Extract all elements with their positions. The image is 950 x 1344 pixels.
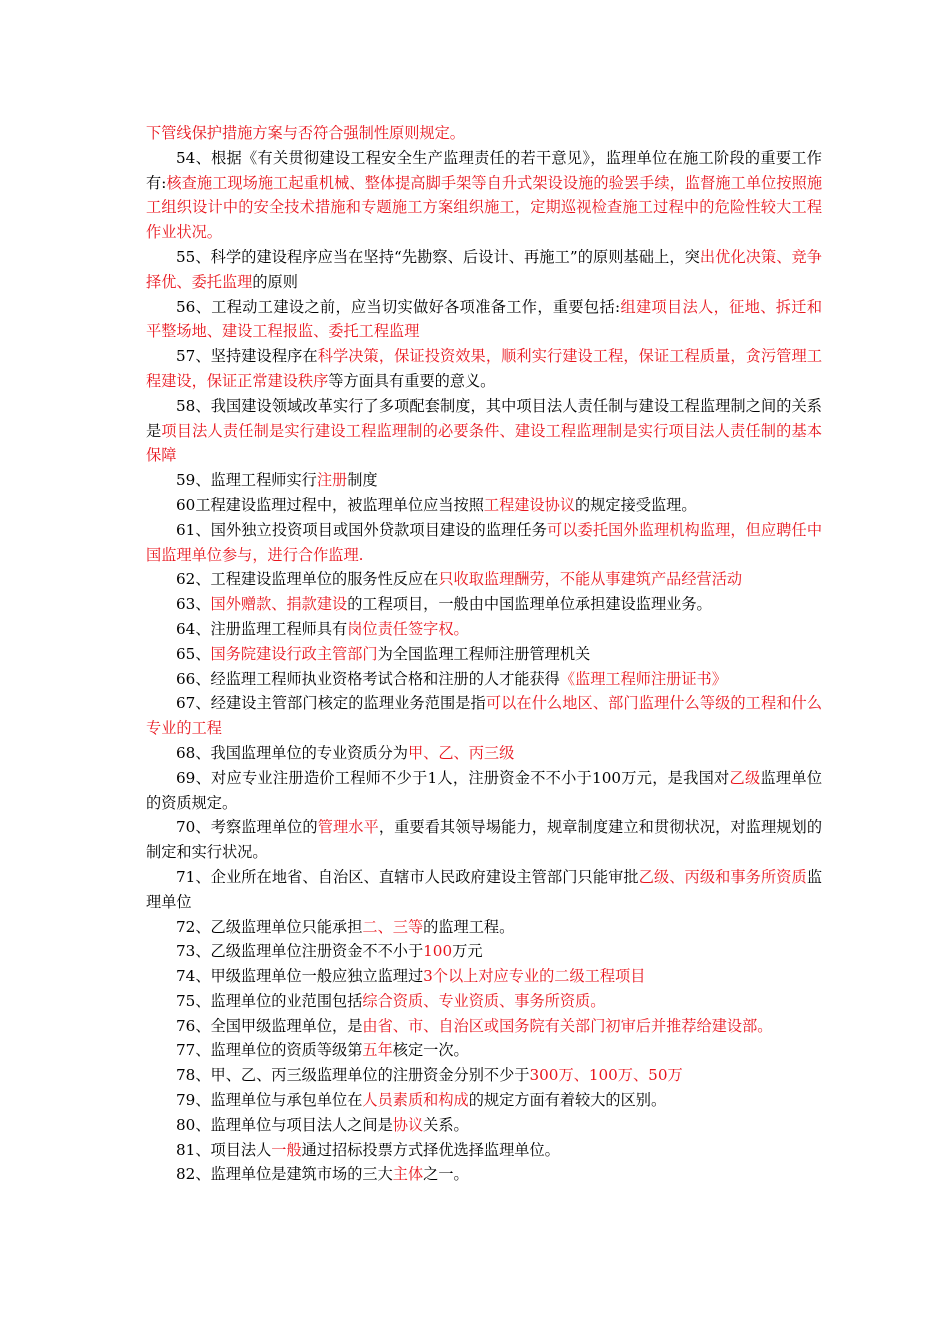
question-text: 等方面具有重要的意义。 [328,371,496,390]
question-text: 64、注册监理工程师具有 [176,619,348,638]
question-text: 之一。 [423,1165,469,1184]
question-text: 76、全国甲级监理单位，是 [176,1016,363,1035]
question-text: 61、国外独立投资项目或国外贷款项目建设的监理任务 [176,520,547,539]
answer-text: 一般 [271,1140,302,1159]
question-paragraph [146,1063,822,1088]
question-text: 56、工程动工建设之前，应当切实做好各项准备工作，重要包括: [176,297,621,316]
question-text: 的监理工程。 [423,917,515,936]
answer-text: 核查施工现场施工起重机械、整体提高脚手架等自升式架设设施的验罢手续，监督施工单位按照施工组织设计中的安全技术措施和专题施工方案组织施工，定期巡视检查施工过程中的危险性较大工程作业状况。 [146,173,823,242]
answer-text: 只收取监理酬劳，不能从事建筑产品经营活动 [438,570,743,589]
question-text: 59、监理工程师实行 [176,471,317,490]
question-text: 57、坚持建设程序在 [176,347,318,366]
question-text: 55、科学的建设程序应当在坚持“先勘察、后设计、再施工”的原则基础上，突 [176,247,700,266]
question-paragraph [146,691,822,741]
answer-text: 国外赠款、捐款建设 [210,595,348,614]
question-paragraph [146,592,822,617]
question-paragraph [146,939,822,964]
answer-text: 100 [423,942,453,961]
answer-text: 可以在什么地区、部门监理什么等级的工程和什么专业的工程 [146,694,823,738]
answer-text: 300万、100万、50万 [529,1066,683,1085]
answer-text: 综合资质、专业资质、事务所资质。 [362,991,606,1010]
document-page [146,121,822,1187]
question-paragraph [146,617,822,642]
question-text: 80、监理单位与项目法人之间是 [176,1115,393,1134]
question-paragraph [146,989,822,1014]
answer-text: 岗位责任签字权。 [347,619,469,638]
question-paragraph [146,1038,822,1063]
question-text: 65、 [176,644,211,663]
question-paragraph [146,815,822,865]
question-text: 制度 [347,471,378,490]
question-text: 通过招标投票方式择优选择监理单位。 [301,1140,560,1159]
answer-text: 国务院建设行政主管部门 [210,644,378,663]
question-text: 75、监理单位的业范围包括 [176,991,363,1010]
question-paragraph [146,468,822,493]
question-paragraph [146,394,822,468]
question-text: 监理单位的资质规定。 [146,768,823,812]
question-paragraph [146,245,822,295]
question-text: 63、 [176,595,211,614]
question-paragraph [146,741,822,766]
question-text: 58、我国建设领域改革实行了多项配套制度，其中项目法人责任制与建设工程监理制之间的关系是 [146,396,822,440]
question-text: 67、经建设主管部门核定的监理业务范围是指 [176,694,486,713]
question-text: 82、监理单位是建筑市场的三大 [176,1165,393,1184]
question-text: 60工程建设监理过程中，被监理单位应当按照 [176,495,484,514]
question-text: 54、根据《有关贯彻建设工程安全生产监理责任的若干意见》，监理单位在施工阶段的重要工作有: [146,148,822,192]
question-text: 万元 [452,942,483,961]
answer-text: 科学决策，保证投资效果，顺利实行建设工程，保证工程质量，贪污管理工程建设，保证正常建设秩序 [146,347,823,390]
question-text: ，重要看其领导埸能力，规章制度建立和贯彻状况，对监理规划的制定和实行状况。 [146,818,823,862]
question-paragraph [146,667,822,692]
question-paragraph [146,146,822,245]
question-text: 79、监理单位与承包单位在 [176,1091,363,1110]
question-text: 70、考察监理单位的 [176,818,318,837]
answer-text: 管理水平 [317,818,379,837]
question-text: 72、乙级监理单位只能承担 [176,917,363,936]
answer-text: 人员素质和构成 [362,1091,469,1110]
question-text: 为全国监理工程师注册管理机关 [377,644,591,663]
answer-text: 可以委托国外监理机构监理，但应聘任中国监理单位参与，进行合作监理. [146,520,823,564]
question-text: 77、监理单位的资质等级第 [176,1041,363,1060]
question-text: 78、甲、乙、丙三级监理单位的注册资金分别不少于 [176,1066,530,1085]
answer-text: 《监理工程师注册证书》 [559,669,727,688]
question-text: 69、对应专业注册造价工程师不少于1人，注册资金不不小于100万元，是我国对 [176,768,730,787]
question-paragraph [146,1138,822,1163]
question-paragraph [146,766,822,816]
question-paragraph [146,642,822,667]
question-text: 关系。 [423,1115,469,1134]
answer-text: 出优化决策、竞争择优、委托监理 [146,247,822,291]
question-text: 的工程项目，一般由中国监理单位承担建设监理业务。 [347,595,712,614]
answer-text: 乙级 [729,768,761,787]
question-paragraph [146,865,822,915]
question-paragraph [146,295,822,345]
question-paragraph [146,567,822,592]
question-paragraph [146,964,822,989]
question-text: 71、企业所在地省、自治区、直辖市人民政府建设主管部门只能审批 [176,867,639,886]
question-paragraph [146,121,822,146]
question-text: 62、工程建设监理单位的服务性反应在 [176,570,439,589]
question-text: 74、甲级监理单位一般应独立监理过 [176,967,424,986]
question-paragraph [146,1113,822,1138]
question-paragraph [146,1088,822,1113]
question-paragraph [146,518,822,568]
question-text: 的原则 [252,272,298,291]
answer-text: 3个以上对应专业的二级工程项目 [423,967,646,986]
question-text: 66、经监理工程师执业资格考试合格和注册的人才能获得 [176,669,560,688]
answer-text: 工程建设协议 [483,495,576,514]
question-paragraph [146,344,822,394]
answer-text: 注册 [316,471,348,490]
question-text: 核定一次。 [392,1041,469,1060]
answer-text: 由省、市、自治区或国务院有关部门初审后并推荐给建设部。 [362,1016,773,1035]
answer-text: 甲、乙、丙三级 [407,743,515,762]
answer-text: 项目法人责任制是实行建设工程监理制的必要条件、建设工程监理制是实行项目法人责任制的基本保障 [146,421,823,465]
question-paragraph [146,1014,822,1039]
question-text: 81、项目法人 [176,1140,272,1159]
question-text: 的规定接受监理。 [575,495,697,514]
question-paragraph [146,1162,822,1187]
answer-text: 组建项目法人，征地、拆迁和平整场地、建设工程报监、委托工程监理 [146,297,823,341]
answer-text: 乙级、丙级和事务所资质 [638,867,807,886]
answer-text: 五年 [362,1041,393,1060]
answer-text: 协议 [392,1115,424,1134]
question-text: 监理单位 [146,867,823,911]
answer-text: 主体 [392,1165,424,1184]
question-text: 的规定方面有着较大的区别。 [468,1091,667,1110]
answer-text: 下管线保护措施方案与否符合强制性原则规定。 [146,124,465,142]
question-paragraph [146,493,822,518]
question-paragraph [146,915,822,940]
answer-text: 二、三等 [362,917,424,936]
question-text: 68、我国监理单位的专业资质分为 [176,743,408,762]
question-text: 73、乙级监理单位注册资金不不小于 [176,942,424,961]
